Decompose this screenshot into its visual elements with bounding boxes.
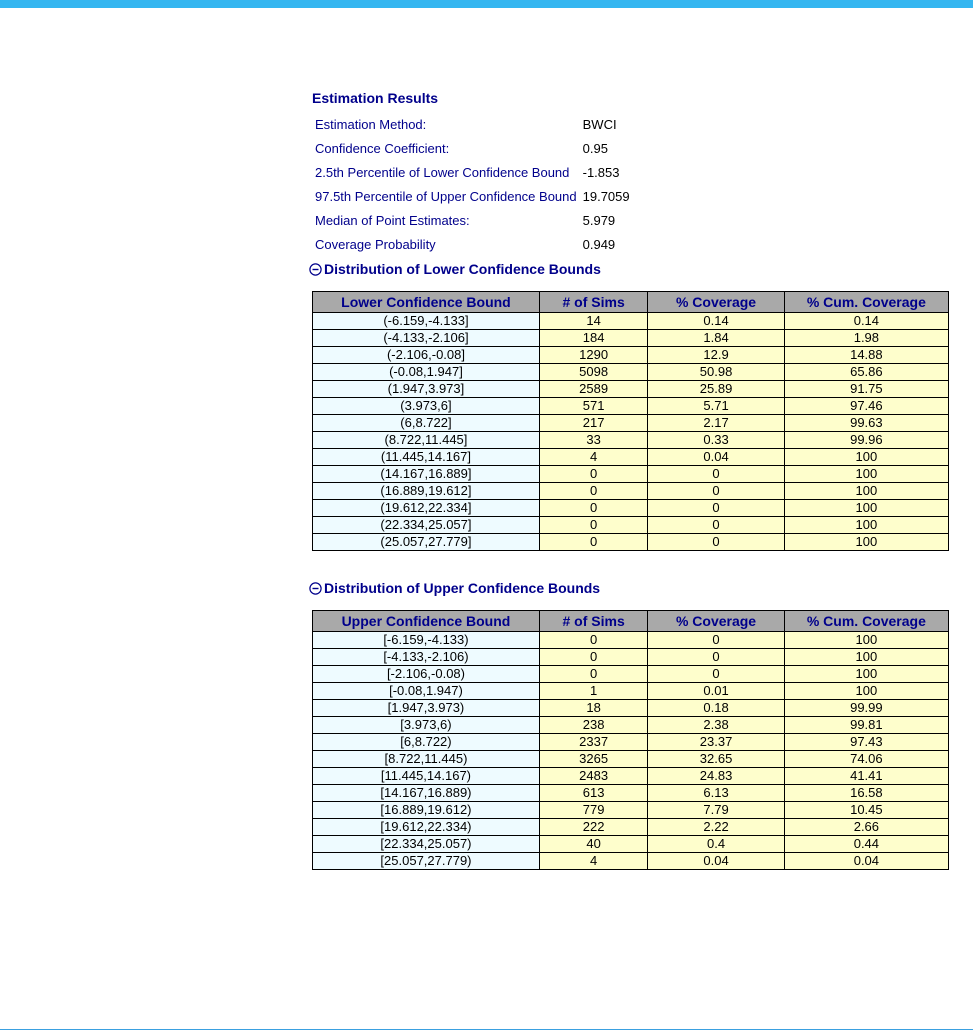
result-row xyxy=(312,112,633,136)
column-header: # of Sims xyxy=(539,292,647,313)
result-value: 19.7059 xyxy=(582,188,630,204)
bin-cell: (3.973,6] xyxy=(313,398,540,415)
value-cell: 0.04 xyxy=(648,853,784,870)
value-cell: 23.37 xyxy=(648,734,784,751)
table-row xyxy=(313,751,949,768)
value-cell: 217 xyxy=(539,415,647,432)
value-cell: 14 xyxy=(539,313,647,330)
result-value: 0.95 xyxy=(582,140,608,156)
value-cell: 100 xyxy=(784,483,948,500)
table-row xyxy=(313,853,949,870)
bin-cell: (-2.106,-0.08] xyxy=(313,347,540,364)
value-cell: 74.06 xyxy=(784,751,948,768)
value-cell: 6.13 xyxy=(648,785,784,802)
table-row xyxy=(313,649,949,666)
value-cell: 0 xyxy=(648,534,784,551)
table-row xyxy=(313,347,949,364)
top-accent-bar xyxy=(0,0,973,8)
value-cell: 97.46 xyxy=(784,398,948,415)
table-row xyxy=(313,432,949,449)
bin-cell: (-0.08,1.947] xyxy=(313,364,540,381)
table-row xyxy=(313,466,949,483)
value-cell: 5.71 xyxy=(648,398,784,415)
value-cell: 2.38 xyxy=(648,717,784,734)
result-row xyxy=(312,232,633,256)
value-cell: 97.43 xyxy=(784,734,948,751)
table-row xyxy=(313,500,949,517)
bin-cell: (25.057,27.779] xyxy=(313,534,540,551)
value-cell: 0 xyxy=(539,632,647,649)
collapse-icon[interactable] xyxy=(309,582,322,595)
result-row xyxy=(312,184,633,208)
value-cell: 613 xyxy=(539,785,647,802)
bin-cell: [-0.08,1.947) xyxy=(313,683,540,700)
collapse-icon[interactable] xyxy=(309,263,322,276)
table-row xyxy=(313,717,949,734)
result-label: 2.5th Percentile of Lower Confidence Bound xyxy=(315,164,570,180)
value-cell: 25.89 xyxy=(648,381,784,398)
table-row xyxy=(313,785,949,802)
table-row xyxy=(313,666,949,683)
table-row xyxy=(313,534,949,551)
table-row xyxy=(313,819,949,836)
value-cell: 0 xyxy=(539,534,647,551)
table-row xyxy=(313,768,949,785)
bin-cell: (-6.159,-4.133] xyxy=(313,313,540,330)
value-cell: 100 xyxy=(784,466,948,483)
bin-cell: [-6.159,-4.133) xyxy=(313,632,540,649)
result-row xyxy=(312,208,633,232)
column-header: Upper Confidence Bound xyxy=(313,611,540,632)
table-row xyxy=(313,381,949,398)
bin-cell: [25.057,27.779) xyxy=(313,853,540,870)
value-cell: 2.66 xyxy=(784,819,948,836)
result-value: 0.949 xyxy=(582,236,616,252)
table-row xyxy=(313,632,949,649)
value-cell: 0.44 xyxy=(784,836,948,853)
bin-cell: [16.889,19.612) xyxy=(313,802,540,819)
value-cell: 779 xyxy=(539,802,647,819)
bin-cell: [-4.133,-2.106) xyxy=(313,649,540,666)
value-cell: 0.04 xyxy=(784,853,948,870)
table-header-row xyxy=(313,292,949,313)
value-cell: 33 xyxy=(539,432,647,449)
value-cell: 99.96 xyxy=(784,432,948,449)
bottom-divider xyxy=(0,1029,973,1030)
value-cell: 222 xyxy=(539,819,647,836)
value-cell: 571 xyxy=(539,398,647,415)
lower-bounds-toggle[interactable] xyxy=(309,258,949,280)
upper-bounds-heading: Distribution of Upper Confidence Bounds xyxy=(324,580,601,596)
value-cell: 14.88 xyxy=(784,347,948,364)
result-row xyxy=(312,160,633,184)
value-cell: 50.98 xyxy=(648,364,784,381)
table-row xyxy=(313,364,949,381)
table-row xyxy=(313,700,949,717)
table-row xyxy=(313,517,949,534)
value-cell: 0 xyxy=(648,666,784,683)
value-cell: 1.98 xyxy=(784,330,948,347)
bin-cell: [3.973,6) xyxy=(313,717,540,734)
value-cell: 12.9 xyxy=(648,347,784,364)
value-cell: 24.83 xyxy=(648,768,784,785)
bin-cell: [22.334,25.057) xyxy=(313,836,540,853)
value-cell: 40 xyxy=(539,836,647,853)
result-row xyxy=(312,136,633,160)
result-label: Coverage Probability xyxy=(315,236,436,252)
result-value: -1.853 xyxy=(582,164,620,180)
estimation-results-title: Estimation Results xyxy=(312,90,439,106)
bin-cell: (14.167,16.889] xyxy=(313,466,540,483)
value-cell: 100 xyxy=(784,632,948,649)
value-cell: 32.65 xyxy=(648,751,784,768)
value-cell: 0.33 xyxy=(648,432,784,449)
value-cell: 91.75 xyxy=(784,381,948,398)
bin-cell: (16.889,19.612] xyxy=(313,483,540,500)
value-cell: 100 xyxy=(784,449,948,466)
value-cell: 2.22 xyxy=(648,819,784,836)
lower-bounds-body xyxy=(313,313,949,551)
result-value: BWCI xyxy=(582,116,617,132)
value-cell: 0.04 xyxy=(648,449,784,466)
value-cell: 0 xyxy=(648,649,784,666)
column-header: % Cum. Coverage xyxy=(784,611,948,632)
column-header: % Cum. Coverage xyxy=(784,292,948,313)
value-cell: 0 xyxy=(539,517,647,534)
bin-cell: (11.445,14.167] xyxy=(313,449,540,466)
value-cell: 99.81 xyxy=(784,717,948,734)
value-cell: 4 xyxy=(539,449,647,466)
value-cell: 65.86 xyxy=(784,364,948,381)
result-value: 5.979 xyxy=(582,212,616,228)
value-cell: 4 xyxy=(539,853,647,870)
value-cell: 2589 xyxy=(539,381,647,398)
table-row xyxy=(313,398,949,415)
value-cell: 2337 xyxy=(539,734,647,751)
result-label: 97.5th Percentile of Upper Confidence Bound xyxy=(315,188,577,204)
bin-cell: (1.947,3.973] xyxy=(313,381,540,398)
value-cell: 0 xyxy=(648,466,784,483)
table-row xyxy=(313,449,949,466)
value-cell: 10.45 xyxy=(784,802,948,819)
bin-cell: [14.167,16.889) xyxy=(313,785,540,802)
value-cell: 5098 xyxy=(539,364,647,381)
value-cell: 184 xyxy=(539,330,647,347)
lower-bounds-table xyxy=(312,291,949,551)
value-cell: 18 xyxy=(539,700,647,717)
table-row xyxy=(313,802,949,819)
value-cell: 0 xyxy=(539,500,647,517)
bin-cell: [11.445,14.167) xyxy=(313,768,540,785)
bin-cell: (19.612,22.334] xyxy=(313,500,540,517)
value-cell: 0 xyxy=(648,500,784,517)
column-header: % Coverage xyxy=(648,611,784,632)
bin-cell: [19.612,22.334) xyxy=(313,819,540,836)
bin-cell: [-2.106,-0.08) xyxy=(313,666,540,683)
table-row xyxy=(313,683,949,700)
table-row xyxy=(313,313,949,330)
value-cell: 7.79 xyxy=(648,802,784,819)
value-cell: 0 xyxy=(539,483,647,500)
column-header: # of Sims xyxy=(539,611,647,632)
value-cell: 0 xyxy=(539,666,647,683)
bin-cell: [1.947,3.973) xyxy=(313,700,540,717)
column-header: % Coverage xyxy=(648,292,784,313)
table-row xyxy=(313,330,949,347)
value-cell: 0 xyxy=(539,466,647,483)
table-row xyxy=(313,483,949,500)
bin-cell: (-4.133,-2.106] xyxy=(313,330,540,347)
value-cell: 0 xyxy=(648,483,784,500)
bin-cell: (22.334,25.057] xyxy=(313,517,540,534)
upper-bounds-toggle[interactable] xyxy=(309,577,949,599)
value-cell: 100 xyxy=(784,534,948,551)
value-cell: 100 xyxy=(784,649,948,666)
bin-cell: (6,8.722] xyxy=(313,415,540,432)
value-cell: 1290 xyxy=(539,347,647,364)
value-cell: 100 xyxy=(784,666,948,683)
value-cell: 0 xyxy=(539,649,647,666)
value-cell: 16.58 xyxy=(784,785,948,802)
value-cell: 2.17 xyxy=(648,415,784,432)
report-content xyxy=(309,88,949,870)
value-cell: 2483 xyxy=(539,768,647,785)
value-cell: 0 xyxy=(648,517,784,534)
value-cell: 100 xyxy=(784,683,948,700)
table-row xyxy=(313,734,949,751)
upper-bounds-body xyxy=(313,632,949,870)
value-cell: 100 xyxy=(784,517,948,534)
value-cell: 0.14 xyxy=(648,313,784,330)
table-row xyxy=(313,415,949,432)
value-cell: 3265 xyxy=(539,751,647,768)
upper-bounds-table xyxy=(312,610,949,870)
lower-bounds-heading: Distribution of Lower Confidence Bounds xyxy=(324,261,601,277)
column-header: Lower Confidence Bound xyxy=(313,292,540,313)
result-label: Confidence Coefficient: xyxy=(315,140,450,156)
value-cell: 0 xyxy=(648,632,784,649)
value-cell: 238 xyxy=(539,717,647,734)
value-cell: 99.99 xyxy=(784,700,948,717)
result-label: Median of Point Estimates: xyxy=(315,212,470,228)
value-cell: 0.18 xyxy=(648,700,784,717)
bin-cell: (8.722,11.445] xyxy=(313,432,540,449)
value-cell: 0.4 xyxy=(648,836,784,853)
bin-cell: [6,8.722) xyxy=(313,734,540,751)
value-cell: 0.01 xyxy=(648,683,784,700)
table-header-row xyxy=(313,611,949,632)
estimation-results-table xyxy=(312,112,633,256)
table-row xyxy=(313,836,949,853)
value-cell: 1 xyxy=(539,683,647,700)
value-cell: 0.14 xyxy=(784,313,948,330)
value-cell: 100 xyxy=(784,500,948,517)
value-cell: 1.84 xyxy=(648,330,784,347)
bin-cell: [8.722,11.445) xyxy=(313,751,540,768)
value-cell: 41.41 xyxy=(784,768,948,785)
result-label: Estimation Method: xyxy=(315,116,427,132)
value-cell: 99.63 xyxy=(784,415,948,432)
